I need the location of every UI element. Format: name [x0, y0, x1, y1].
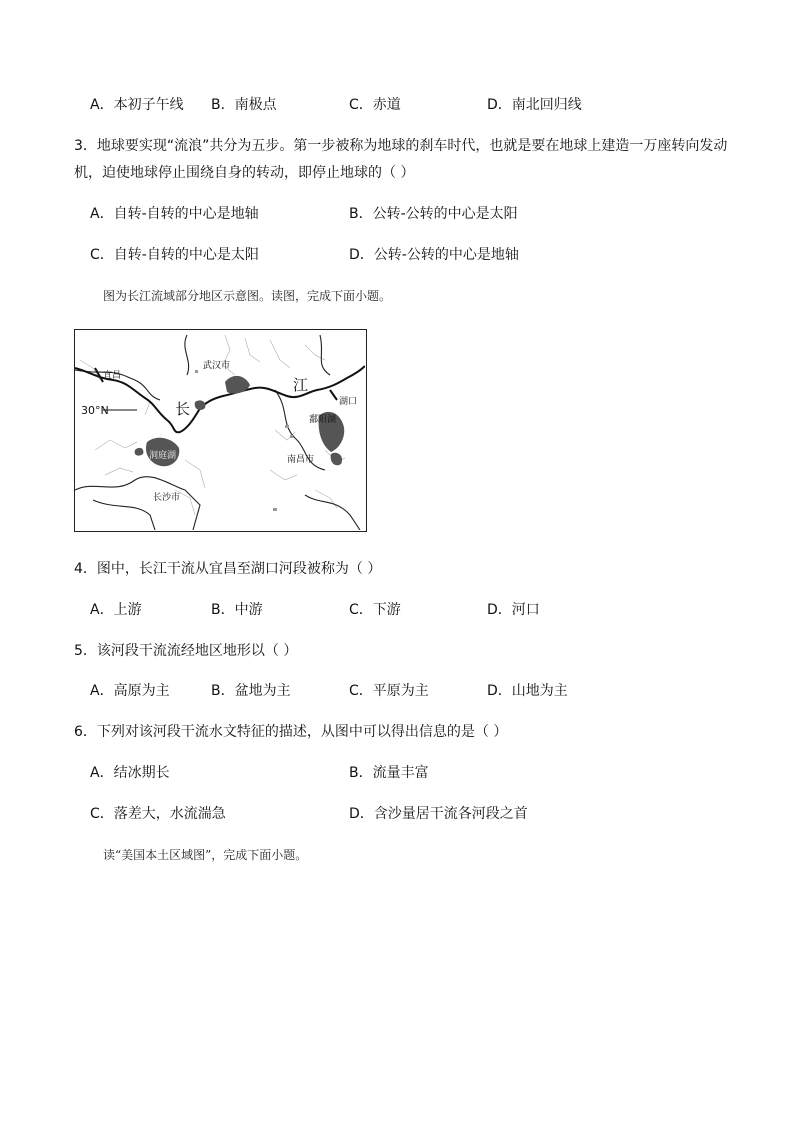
map-intro: 图为长江流域部分地区示意图。读图，完成下面小题。 — [103, 289, 392, 303]
label-30n: 30°N — [81, 404, 109, 417]
q3-stem-line2: 机，迫使地球停止围绕自身的转动，即停止地球的（ ） — [74, 165, 415, 181]
yangtze-map — [74, 329, 367, 532]
q6-option-b: B．流量丰富 — [349, 765, 429, 781]
q6-stem: 6．下列对该河段干流水文特征的描述，从图中可以得出信息的是（ ） — [74, 724, 508, 740]
q5-option-d: D．山地为主 — [487, 683, 568, 699]
q3-option-a: A．自转-自转的中心是地轴 — [90, 206, 259, 222]
q6-option-d: D．含沙量居干流各河段之首 — [349, 806, 528, 822]
label-poyang: 鄱阳湖 — [309, 415, 337, 425]
q3-option-b: B．公转-公转的中心是太阳 — [349, 206, 518, 222]
q4-option-a: A．上游 — [90, 602, 142, 618]
q5-option-a: A．高原为主 — [90, 683, 170, 699]
q3-option-c: C．自转-自转的中心是太阳 — [90, 247, 259, 263]
label-dongting: 洞庭湖 — [149, 451, 177, 461]
q5-stem: 5．该河段干流流经地区地形以（ ） — [74, 643, 298, 659]
q2-option-b: B．南极点 — [211, 97, 277, 113]
q4-stem: 4．图中，长江干流从宜昌至湖口河段被称为（ ） — [74, 561, 382, 577]
label-changsha: 长沙市 — [153, 493, 181, 503]
q6-option-c: C．落差大，水流湍急 — [90, 806, 226, 822]
label-wuhan: 武汉市 — [203, 361, 231, 371]
label-jiang: 江 — [293, 376, 309, 394]
q4-option-b: B．中游 — [211, 602, 263, 618]
label-hukou: 湖口 — [339, 397, 358, 407]
q6-option-a: A．结冰期长 — [90, 765, 170, 781]
q5-option-c: C．平原为主 — [349, 683, 429, 699]
q4-option-d: D．河口 — [487, 602, 540, 618]
label-yichang: 宜昌 — [103, 371, 122, 381]
q2-option-a: A．本初子午线 — [90, 97, 184, 113]
q2-option-c: C．赤道 — [349, 97, 401, 113]
q2-option-d: D．南北回归线 — [487, 97, 582, 113]
q5-option-b: B．盆地为主 — [211, 683, 291, 699]
q3-stem-line1: 3．地球要实现“流浪”共分为五步。第一步被称为地球的刹车时代，也就是要在地球上建造一万座转向发动 — [74, 138, 728, 154]
q4-option-c: C．下游 — [349, 602, 401, 618]
us-map-intro: 读“美国本土区域图”，完成下面小题。 — [103, 848, 308, 862]
label-nanchang: 南昌市 — [287, 455, 315, 465]
label-chang: 长 — [175, 400, 191, 418]
q3-option-d: D．公转-公转的中心是地轴 — [349, 247, 519, 263]
